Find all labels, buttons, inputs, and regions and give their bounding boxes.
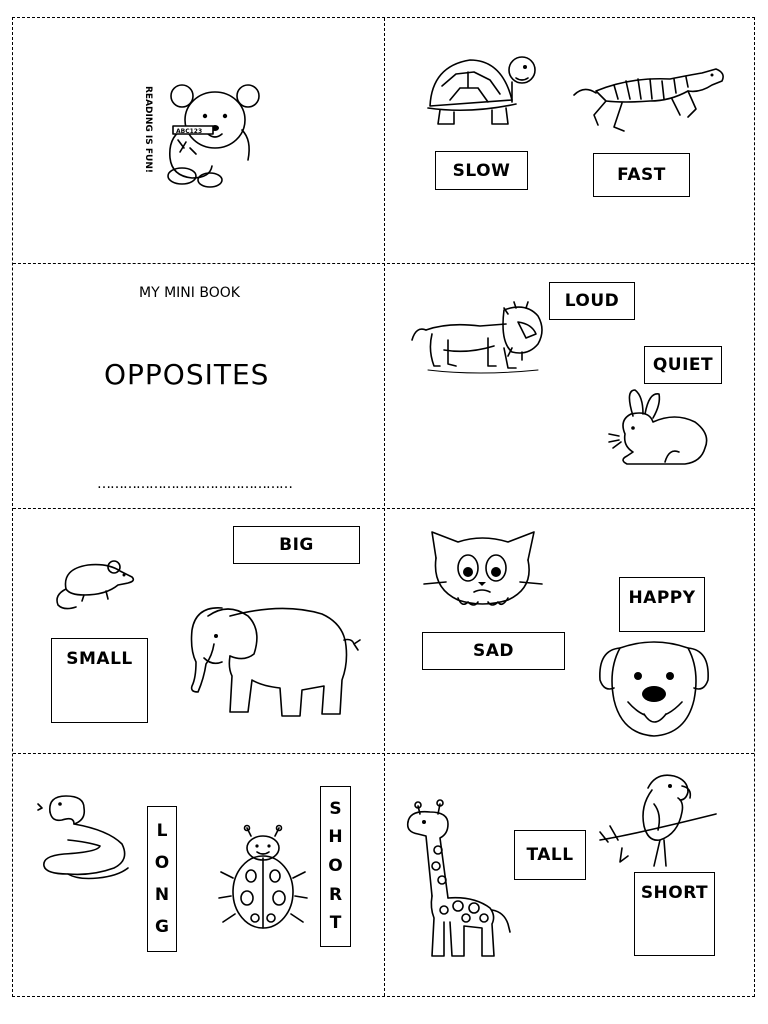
- short-letter-1: S: [329, 798, 342, 819]
- short-letter-4: R: [328, 884, 343, 905]
- short-letter-3: O: [328, 855, 343, 876]
- short-letter-2: H: [328, 827, 343, 848]
- long-letter-4: G: [155, 916, 169, 937]
- name-writing-line[interactable]: ………………………………………: [97, 476, 292, 492]
- word-card-long-vertical: [147, 806, 177, 952]
- word-card-happy: HAPPY: [619, 577, 705, 632]
- teddy-bear-illustration: [130, 78, 270, 188]
- short-letter-5: T: [329, 913, 342, 934]
- book-subtitle: MY MINI BOOK: [139, 285, 240, 301]
- word-card-slow: SLOW: [435, 151, 528, 190]
- long-letter-3: N: [154, 884, 170, 905]
- reading-is-fun-text: READING IS FUN!: [143, 86, 153, 173]
- word-card-big: BIG: [233, 526, 360, 564]
- parrot-on-branch-illustration: [596, 770, 720, 870]
- happy-dog-illustration: [596, 640, 712, 738]
- bear-shirt-text: ABC123: [176, 128, 203, 135]
- word-card-short: SHORT: [634, 872, 715, 956]
- book-title: OPPOSITES: [104, 358, 270, 391]
- word-card-sad: SAD: [422, 632, 565, 670]
- elephant-illustration: [182, 600, 362, 722]
- fold-line-2: [13, 508, 754, 509]
- long-letter-1: L: [156, 820, 168, 841]
- word-card-quiet: QUIET: [644, 346, 722, 384]
- giraffe-illustration: [404, 800, 516, 960]
- fold-line-3: [13, 753, 754, 754]
- roaring-lion-illustration: [408, 300, 548, 380]
- fold-line-vertical: [384, 18, 385, 996]
- mouse-illustration: [48, 555, 140, 615]
- sad-cat-illustration: [422, 528, 544, 610]
- tiger-illustration: [570, 55, 728, 143]
- word-card-fast: FAST: [593, 153, 690, 197]
- rabbit-illustration: [605, 386, 713, 470]
- long-letter-2: O: [154, 852, 170, 873]
- snake-illustration: [38, 790, 134, 886]
- fold-line-1: [13, 263, 754, 264]
- word-card-small: SMALL: [51, 638, 148, 723]
- ladybug-illustration: [217, 826, 309, 932]
- turtle-illustration: [420, 48, 540, 130]
- word-card-short-vertical: [320, 786, 351, 947]
- word-card-loud: LOUD: [549, 282, 635, 320]
- word-card-tall: TALL: [514, 830, 586, 880]
